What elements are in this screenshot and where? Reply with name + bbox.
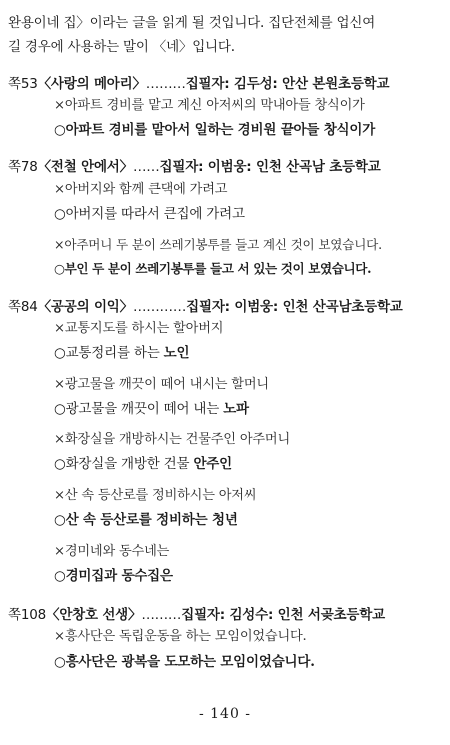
wrong-expression: ×교통지도를 하시는 할아버지 (54, 321, 224, 336)
page-number: - 140 - (198, 706, 252, 722)
page-ref: 쪽78 (8, 159, 38, 175)
wrong-expression: ×산 속 등산로를 정비하시는 아저씨 (54, 488, 257, 503)
wrong-expression: ×화장실을 개방하시는 건물주인 아주머니 (54, 432, 290, 447)
page-ref: 쪽84 (8, 299, 38, 315)
section-heading (8, 606, 385, 624)
section-heading (8, 158, 381, 176)
intro-line-2: 길 경우에 사용하는 말이 〈네〉입니다. (8, 39, 235, 55)
wrong-expression: ×광고물을 깨끗이 떼어 내시는 할머니 (54, 377, 269, 392)
wrong-expression: ×흥사단은 독립운동을 하는 모임이었습니다. (54, 629, 307, 644)
page-ref: 쪽108 (8, 607, 47, 623)
story-title: 〈공공의 이익〉 (37, 299, 133, 315)
intro-line-1: 완용이네 집〉이라는 글을 읽게 될 것입니다. 집단전체를 업신여 (8, 15, 376, 31)
story-title: 〈사랑의 메아리〉 (37, 76, 146, 92)
correct-expression: ○아파트 경비를 맡아서 일하는 경비원 끝아들 창식이가 (54, 122, 376, 138)
leader-dots: ………… (132, 299, 187, 315)
correct-expression: ○광고물을 깨끗이 떼어 내는 노파 (54, 401, 249, 417)
correct-expression: ○흥사단은 광복을 도모하는 모임이었습니다. (54, 654, 315, 670)
leader-dots: …… (132, 159, 160, 175)
leader-dots: ……… (141, 607, 182, 623)
section-heading (8, 298, 403, 316)
wrong-expression: ×경미네와 동수네는 (54, 544, 170, 559)
section-heading (8, 75, 389, 93)
correct-expression: ○아버지를 따라서 큰집에 가려고 (54, 206, 245, 222)
page-ref: 쪽53 (8, 76, 38, 92)
writer-info: 집필자: 이범웅: 인천 산곡남초등학교 (186, 299, 403, 315)
story-title: 〈전철 안에서〉 (37, 159, 133, 175)
correct-expression: ○부인 두 분이 쓰레기봉투를 들고 서 있는 것이 보였습니다. (54, 261, 372, 276)
writer-info: 집필자: 김성수: 인천 서곶초등학교 (181, 607, 385, 623)
correct-expression: ○교통정리를 하는 노인 (54, 345, 190, 361)
wrong-expression: ×아버지와 함께 큰댁에 가려고 (54, 182, 228, 197)
wrong-expression: ×아주머니 두 분이 쓰레기봉투를 들고 계신 것이 보였습니다. (54, 237, 382, 252)
story-title: 〈안창호 선생〉 (46, 607, 142, 623)
correct-expression: ○화장실을 개방한 건물 안주인 (54, 456, 232, 472)
writer-info: 집필자: 김두성: 안산 본원초등학교 (185, 76, 390, 92)
leader-dots: ……… (145, 76, 186, 92)
wrong-expression: ×아파트 경비를 맡고 계신 아저씨의 막내아들 창식이가 (54, 98, 365, 113)
writer-info: 집필자: 이범웅: 인천 산곡남 초등학교 (159, 159, 381, 175)
correct-expression: ○경미집과 동수집은 (54, 568, 173, 584)
correct-expression: ○산 속 등산로를 정비하는 청년 (54, 512, 238, 528)
